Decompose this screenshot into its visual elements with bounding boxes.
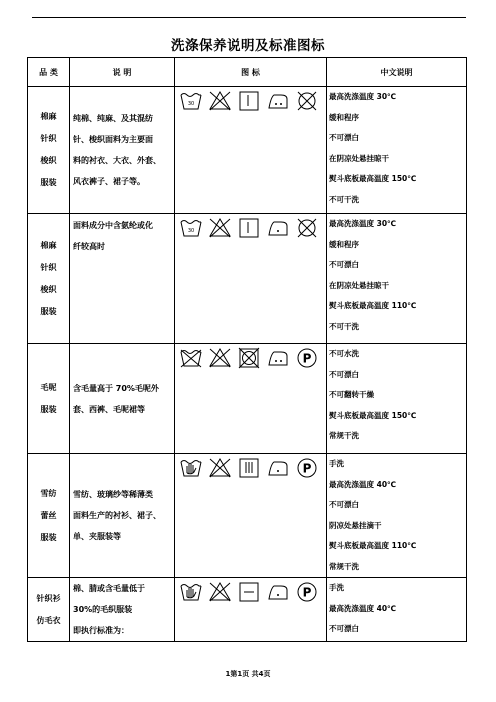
iron-medium-icon: [266, 346, 290, 370]
header-chinese-instructions: 中文说明: [327, 58, 467, 87]
hand-wash-icon: [179, 456, 203, 480]
description-cell: [70, 344, 175, 454]
description-line: 针、梭织面料为主要面: [73, 135, 153, 144]
care-icon-row: [175, 580, 326, 604]
line-dry-icon: [237, 216, 261, 240]
icon-cell: [175, 87, 327, 214]
description-line: 纯棉、纯麻、及其混纺: [73, 114, 153, 123]
no-bleach-icon: [208, 216, 232, 240]
description-line: 单、夹服装等: [73, 532, 121, 541]
no-dry-clean-icon: [295, 216, 319, 240]
iron-low-icon: [266, 580, 290, 604]
table-row: [28, 578, 467, 642]
instruction-line: 不可漂白: [329, 133, 359, 142]
category-line: 梭织: [40, 156, 57, 165]
instruction-line: 不可水洗: [329, 349, 359, 358]
instruction-line: 手洗: [329, 583, 344, 592]
description-cell: [70, 214, 175, 344]
care-icon-row: [175, 89, 326, 113]
instruction-line: 熨斗底板最高温度 110℃: [329, 541, 417, 550]
flat-dry-icon: [237, 580, 261, 604]
category-line: 针织: [40, 262, 57, 272]
icon-cell: [175, 454, 327, 578]
instructions-cell: [327, 214, 467, 344]
description-cell: [70, 87, 175, 214]
table-row: [28, 87, 467, 214]
instructions-cell: [327, 87, 467, 214]
icon-cell: [175, 344, 327, 454]
category-line: 毛呢: [40, 382, 57, 392]
instruction-line: 不可漂白: [329, 624, 359, 633]
instruction-line: 缓和程序: [329, 239, 359, 249]
description-line: 30%的毛织服装: [73, 605, 133, 614]
instruction-line: 常规干洗: [329, 431, 359, 440]
svg-text:30: 30: [187, 228, 195, 234]
instructions-cell: [327, 578, 467, 642]
svg-text:P: P: [302, 461, 312, 476]
icon-cell: [175, 578, 327, 642]
category-line: 服装: [40, 178, 57, 187]
table-row: [28, 454, 467, 578]
dry-clean-p-icon: [295, 580, 319, 604]
table-row: [28, 214, 467, 344]
table-row: [28, 344, 467, 454]
instructions-cell: [327, 454, 467, 578]
no-tumble-dry-icon: [237, 346, 261, 370]
description-line: 雪纺、玻璃纱等稀薄类: [73, 490, 153, 499]
line-dry-icon: [237, 89, 261, 113]
instruction-line: 在阴凉处悬挂晾干: [329, 280, 389, 290]
instruction-line: 不可漂白: [329, 369, 359, 379]
category-line: 服装: [40, 404, 57, 414]
no-bleach-icon: [208, 346, 232, 370]
description-cell: [70, 578, 175, 642]
dry-clean-p-icon: [295, 456, 319, 480]
svg-text:30: 30: [187, 101, 195, 107]
drip-dry-icon: [237, 456, 261, 480]
no-dry-clean-icon: [295, 89, 319, 113]
instruction-line: 不可干洗: [329, 194, 359, 204]
instruction-line: 最高洗涤温度 30℃: [329, 92, 397, 101]
care-table: [27, 57, 467, 642]
category-cell: [28, 454, 70, 578]
wash-30-icon: [179, 89, 203, 113]
no-bleach-icon: [208, 456, 232, 480]
instruction-line: 熨斗底板最高温度 150℃: [329, 410, 417, 420]
instruction-line: 在阴凉处悬挂晾干: [329, 153, 389, 163]
header-icons: 图 标: [175, 58, 327, 87]
care-icon-row: [175, 456, 326, 480]
iron-low-icon: [266, 456, 290, 480]
category-cell: [28, 87, 70, 214]
dry-clean-p-icon: [295, 346, 319, 370]
description-line: 含毛量高于 70%毛呢外: [73, 383, 159, 393]
category-line: 服装: [40, 306, 57, 316]
hand-wash-icon: [179, 580, 203, 604]
description-line: 套、西裤、毛呢裙等: [73, 404, 145, 414]
instruction-line: 最高洗涤温度 40℃: [329, 603, 397, 613]
category-cell: [28, 578, 70, 642]
instruction-line: 不可漂白: [329, 500, 359, 509]
table-header-row: [28, 58, 467, 87]
instruction-line: 常规干洗: [329, 561, 359, 571]
iron-low-icon: [266, 216, 290, 240]
category-line: 针织: [40, 134, 57, 143]
svg-text:P: P: [302, 351, 312, 366]
page-footer: 1第1页 共4页: [225, 670, 271, 678]
description-line: 风衣裤子、裙子等。: [73, 177, 145, 186]
category-line: 雪纺: [40, 488, 57, 498]
description-line: 面料生产的衬衫、裙子、: [73, 511, 161, 520]
header-category: 品 类: [28, 58, 70, 87]
instruction-line: 不可干洗: [329, 321, 359, 331]
no-bleach-icon: [208, 580, 232, 604]
description-line: 棉、腈或含毛量低于: [73, 584, 145, 593]
svg-text:P: P: [302, 585, 312, 600]
instruction-line: 缓和程序: [329, 112, 359, 122]
instruction-line: 不可漂白: [329, 260, 359, 269]
description-line: 面料成分中含氨纶或化: [73, 221, 153, 230]
category-line: 蕾丝: [40, 510, 57, 520]
category-line: 棉麻: [40, 240, 57, 250]
no-wash-icon: [179, 346, 203, 370]
description-line: 纤较高时: [73, 242, 105, 251]
description-line: 即执行标准为：: [73, 626, 129, 635]
instruction-line: 不可翻转干燥: [329, 390, 374, 399]
instruction-line: 阴凉处悬挂滴干: [329, 520, 382, 530]
wash-30-icon: [179, 216, 203, 240]
category-cell: [28, 344, 70, 454]
instruction-line: 手洗: [329, 459, 344, 468]
care-icon-row: [175, 346, 326, 370]
description-cell: [70, 454, 175, 578]
care-icon-row: [175, 216, 326, 240]
instruction-line: 熨斗底板最高温度 150℃: [329, 174, 417, 183]
iron-medium-icon: [266, 89, 290, 113]
category-line: 服装: [40, 532, 57, 542]
instruction-line: 最高洗涤温度 30℃: [329, 219, 397, 228]
no-bleach-icon: [208, 89, 232, 113]
category-cell: [28, 214, 70, 344]
page-title: 洗涤保养说明及标准图标: [171, 38, 325, 54]
instruction-line: 最高洗涤温度 40℃: [329, 479, 397, 489]
category-line: 棉麻: [40, 112, 57, 121]
instructions-cell: [327, 344, 467, 454]
category-line: 针织衫: [36, 593, 61, 603]
header-description: 说 明: [70, 58, 175, 87]
description-line: 料的衬衣、大衣、外套、: [73, 156, 161, 165]
instruction-line: 熨斗底板最高温度 110℃: [329, 301, 417, 310]
category-line: 梭织: [40, 284, 57, 294]
icon-cell: [175, 214, 327, 344]
header-rule: [32, 17, 466, 18]
category-line: 仿毛衣: [36, 615, 61, 625]
